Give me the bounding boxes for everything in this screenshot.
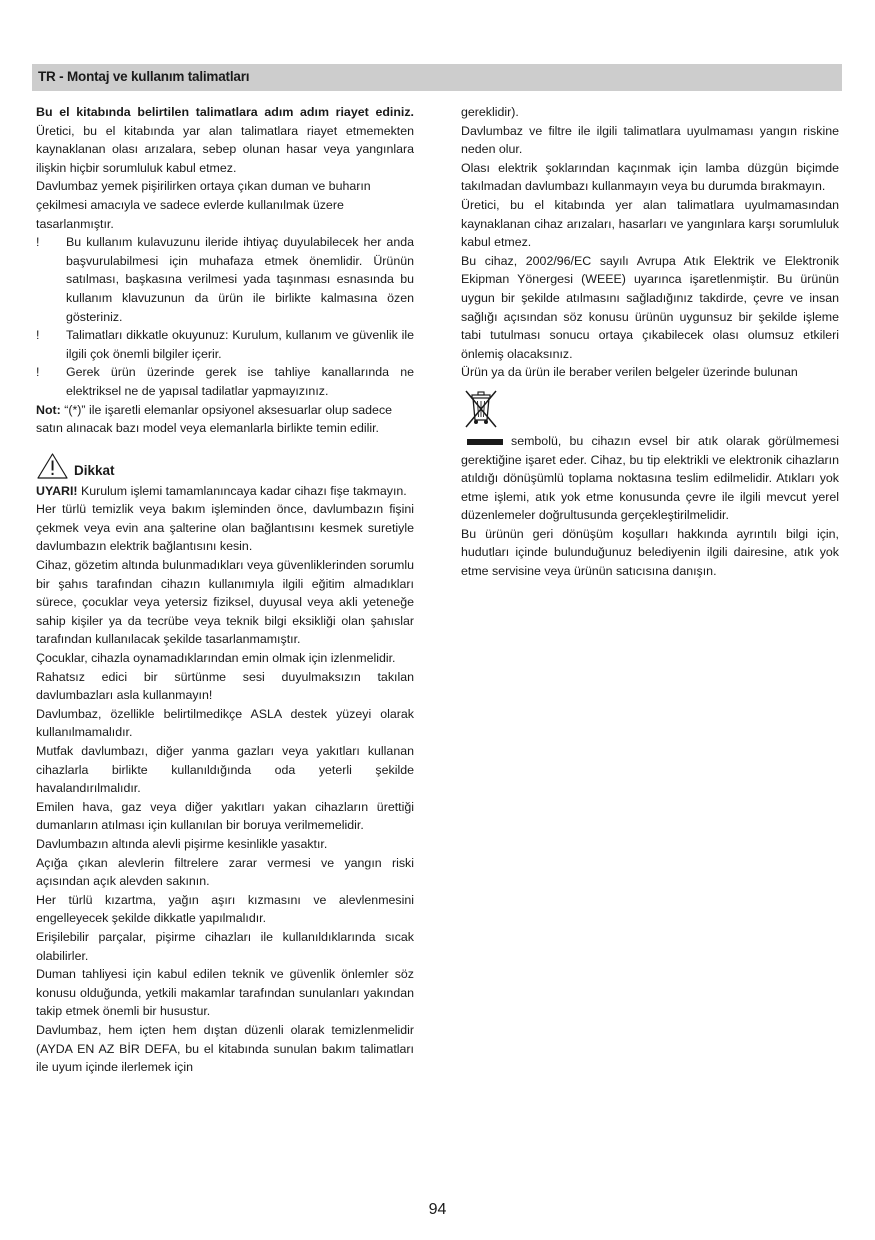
safety-paragraph: Erişilebilir parçalar, pişirme cihazları ile kullanıldıklarında sıcak olabilirler. <box>36 929 414 963</box>
safety-paragraph: Çocuklar, cihazla oynamadıklarından emin olmak için izlenmelidir. <box>36 651 396 666</box>
warning-paragraph <box>36 482 414 501</box>
bullet-mark: ! <box>36 365 40 380</box>
dikkat-title: Dikkat <box>74 462 115 478</box>
safety-paragraph: Cihaz, gözetim altında bulunmadıkları veya güvenliklerinden sorumlu bir şahıs tarafından cihazın kullanımıyla ilgili eğitim almadıkları sürece, çocuklar veya yetersiz fiziksel, duyusal veya akli yeteneğe sahip kişiler ya da tecrübe veya teknik bilgi eksikliği olan şahıslar tarafından kullanılacak şekilde tasarlanmamıştır. <box>36 558 414 647</box>
crossed-out-bin-icon <box>461 386 501 430</box>
bullet-text: Talimatları dikkatle okuyunuz: Kurulum, kullanım ve güvenlik ile ilgili çok önemli bilgiler içerir. <box>66 328 414 361</box>
safety-paragraph: Mutfak davlumbazı, diğer yanma gazları veya yakıtları kullanan cihazlarla birlikte kullanıldığında oda yeterli şekilde havalandırılmalıdır. <box>36 744 414 796</box>
page-number: 94 <box>428 1201 447 1218</box>
purpose-paragraph: Davlumbaz yemek pişirilirken ortaya çıkan duman ve buharın çekilmesi amacıyla ve sadece evlerde kullanılmak üzere tasarlanmıştır. <box>36 179 371 231</box>
safety-paragraph: Duman tahliyesi için kabul edilen teknik ve güvenlik önlemler söz konusu olduğunda, yetkili makamlar tarafından sunulanları yakından takip etmek önemli bir husustur. <box>36 967 414 1019</box>
safety-paragraph: Emilen hava, gaz veya diğer yakıtları yakan cihazların ürettiği dumanların atılması için kullanılan bir boruya verilmemelidir. <box>36 799 414 833</box>
safety-paragraph: Davlumbazın altında alevli pişirme kesinlikle yasaktır. <box>36 836 328 851</box>
safety-paragraph: Rahatsız edici bir sürtünme sesi duyulmaksızın takılan davlumbazları asla kullanmayın! <box>36 669 414 703</box>
section-header-bar <box>32 64 842 91</box>
weee-symbol <box>461 386 839 432</box>
recycling-paragraph: Bu ürünün geri dönüşüm koşulları hakkında ayrıntılı bilgi için, hudutları içinde bulunduğunuz belediyenin ilgili dairesine, atık yok etme servisine veya ürünün satıcısına danışın. <box>461 526 839 579</box>
bullet-text: Gerek ürün üzerinde gerek ise tahliye kanallarında ne elektriksel ne de yapısal tadilatlar yapmayızınız. <box>66 365 414 398</box>
intro-bold: Bu el kitabında belirtilen talimatlara adım adım riayet ediniz. <box>36 105 414 119</box>
note-label: Not: <box>36 402 61 417</box>
spacer <box>36 438 414 450</box>
bullet-item <box>36 326 414 363</box>
symbol-intro: Ürün ya da ürün ile beraber verilen belgeler üzerinde bulunan <box>461 365 798 380</box>
warning-text: Kurulum işlemi tamamlanıncaya kadar cihazı fişe takmayın. <box>77 483 407 498</box>
symbol-text: sembolü, bu cihazın evsel bir atık olarak görülmemesi gerektiğine işaret eder. Cihaz, bu tip elektrikli ve elektronik cihazların atıldığı dönüşümlü toplama noktasına teslim edilmelidir. Atıkları yok etme işlemi, atık yok etme konusunda çevre ile ilgili mevcut yerel düzenlemeler doğrultusunda gerçekleştirilmelidir. <box>461 433 839 523</box>
safety-paragraph: Davlumbaz, hem içten hem dıştan düzenli olarak temizlenmelidir (AYDA EN AZ BİR DEFA, bu el kitabında sunulan bakım talimatları ile uyum içinde ilerlemek için <box>36 1022 414 1075</box>
bullet-mark: ! <box>36 328 40 343</box>
right-paragraph: Davlumbaz ve filtre ile ilgili talimatlara uyulmaması yangın riskine neden olur. <box>461 123 839 157</box>
bullet-item <box>36 363 414 400</box>
dikkat-heading <box>36 452 414 482</box>
intro-paragraph <box>36 103 414 177</box>
note-text: “(*)” ile işaretli elemanlar opsiyonel aksesuarlar olup sadece satın alınacak bazı model veya elemanlarla birlikte temin edilir. <box>36 402 393 436</box>
safety-paragraph: Her türlü temizlik veya bakım işleminden önce, davlumbazın fişini çekmek veya evin ana şalterine olan bağlantısını kesmek suretiyle davlumbazın elektrik bağlantısını kesin. <box>36 502 414 554</box>
bullet-mark: ! <box>36 235 40 250</box>
safety-paragraph: Davlumbaz, özellikle belirtilmedikçe ASLA destek yüzeyi olarak kullanılmamalıdır. <box>36 706 414 740</box>
weee-bar-icon <box>467 439 503 445</box>
warning-label: UYARI! <box>36 483 78 498</box>
warning-triangle-icon <box>36 452 69 480</box>
note-paragraph <box>36 401 414 438</box>
weee-paragraph: Bu cihaz, 2002/96/EC sayılı Avrupa Atık Elektrik ve Elektronik Ekipman Yönergesi (WEEE) uyarınca işaretlenmiştir. Bu ürünün uygun bir şekilde atılmasını sağladığınız takdirde, çevre ve insan sağlığı açısından söz konusu ürünün uygunsuz bir şekilde işleme tabi tutulması sonucu ortaya çıkabilecek olası olumsuz etkileri önlemiş olacaksınız. <box>461 253 839 361</box>
intro-text: Üretici, bu el kitabında yar alan talimatlara riayet etmemekten kaynaklanan olası arızalara, sebep olunan hasar veya yangınlara ilişkin hiçbir sorumluluk kabul etmez. <box>36 123 414 175</box>
bullet-text: Bu kullanım kulavuzunu ileride ihtiyaç duyulabilecek her anda başvurulabilmesi için muhafaza etmek önemlidir. Ürünün satılması, başkasına verilmesi yada taşınması esnasında bu kullanım klavuzunun da ürün ile birlikte kalmasına özen gösteriniz. <box>66 235 414 324</box>
right-column <box>461 103 839 581</box>
continued-paragraph: gereklidir). <box>461 105 519 119</box>
safety-paragraph: Açığa çıkan alevlerin filtrelere zarar vermesi ve yangın riski açısından açık alevden sakının. <box>36 855 414 889</box>
section-title: TR - Montaj ve kullanım talimatları <box>38 69 250 84</box>
right-paragraph: Olası elektrik şoklarından kaçınmak için lamba düzgün biçimde takılmadan davlumbazı kullanmayın veya bu durumda bırakmayın. <box>461 160 839 194</box>
safety-paragraph: Her türlü kızartma, yağın aşırı kızmasını ve alevlenmesini engelleyecek şekilde dikkatle yapılmalıdır. <box>36 892 414 926</box>
right-paragraph: Üretici, bu el kitabında yer alan talimatlara uyulmamasından kaynaklanan cihaz arızaları, hasarları ve yangınlara karşı sorumluluk kabul etmez. <box>461 197 839 250</box>
left-column <box>36 103 414 1077</box>
symbol-paragraph <box>461 432 839 525</box>
bullet-item <box>36 233 414 326</box>
